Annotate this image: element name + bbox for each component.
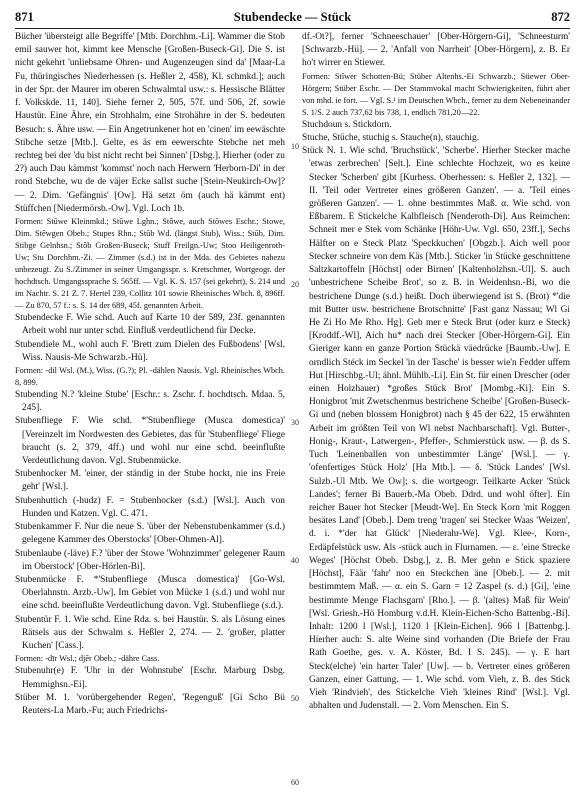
left-column xyxy=(15,31,285,796)
dictionary-entry: Stück N. 1. Wie schd. 'Bruchstück', 'Scherbe'. Hierher Stecker mache 'etwas zerbrechen' [Selt.]. Eine schlechte Hochzeit, wo es keine Stecker 'Scherben' gibt [Kurhess. Oberhessen: s. Heßler 2, 132]. — II. 'Teil oder Vertreter eines größeren Ganzen'. — a. 'Teil eines größeren Ganzen'. — 1. ohne bestimmtes Maß. α. Wie schd. von Eßbarem. E Stickelche Kalbfleisch [Nenderoth-Di]. Aus Reimchen: Schneit mer e Stek vom Schänke [Höhr-Uw. Vgl. 650, 23ff.], Sechs Hälfter on e Steck Platz 'Speckkuchen' [Obgzb.]. Aich well poor Stecker schneire von dem Käs [Mtb.]. Sticker 'in Stücke geschnittene Saltzkartoffeln [Höchst] oder Birnen' [Kaltenholzhsn.-Ul]. S. auch 'unbestrichene Scheibe Brot', so z. B. in Weidenhsn.-Bi, wo die bestrichene Dunge (s.d.) heißt. Doch überwiegend ist S. (Brot) *'die mit Butter usw. bestrichene Brotschnitte' [Fast ganz Nassau; Wl Gi He Zi Ho Me Rho. Hg]. Geb mer e Steck Brut (oder kurz e Steck) [Kroddf.-Wl], Aich hu* nach drei Stecker [Ober-Hörgern-Gi]. Ein Gieriger kann en ganze Portion Stückä väedrücke [Baumb.-Uw]. E orndlich Stéck im Seckel 'in der Tasche' is besser wie'n Fedder uffem Hut [Hirschbg.-Ul; ähnl. Mühlb.-Li]. Ein St. für einen Drescher (oder einen Holzhauer) *großes Stück Brot' [Mombg.-Ki]. Ein S. Honigbrot 'mit Zwetschenmus bestrichene Scheibe' [Großen-Buseck-Gi und (neben blossem Honigbrot) nach § 45 der 622, 15 erwähnten Arbeit im größten Teil von Wl nebst Nachbarschaft]. Vgl. Butter-, Honig-, Kraut-, Latwergen-, Pfeffer-, Schmierstück usw. — β. ds S. Tuch 'Leinenballen von unbestimmter Länge' [Wsl.]. — γ. 'ofenfertiges Stück Holz' [Ha Mtb.]. — δ. 'Stück Landes' [Wsl. Sulzb.-Ul Mtb. We Ow]; s. die wortgeogr. Teilkarte Acker 'Stück Landes'; ferner Bi Bauerb.-Ma Obeb. Ddrd. und wohl öfter]. Ein reicher Bauer hot Stecker [Meudt-We]. En Steck Korn 'mit Roggen besätes Land' [Obeb.]. Dem treng 'tragen' sei Stecker Waas 'Weizen', d. i. *'der hat Glück' [Niederahr-We]. Vgl. Klee-, Korn-, Erdäpfelstück usw. Als -stück auch in Flurnamen. — ε. 'eine Strecke Weges' [Höchst Obeb. Dsbg.], z. B. Mer gehn e Stick spaziere [Höchst], Fäär 'fahr' noo en Steckchen äne [Obeb.]. — 2. mit bestimmtem Maß. — α. ein S. Garn = 12 Zaspel (s. d.) [Gi], 'eine bestimmte Menge Flachsgarn' [Rho.]. — β. '(altes) Maß für Wein' [Wsl. Griesh.-Hö Homburg v.d.H. Klein-Eichen-Scho Battenbg.-Bi]. Inhalt: 1200 l [Wsl.], 1120 l [Klein-Eichen]. 966 l [Battenbg.]. Hierher auch: S. alte Weine sind vorhanden (Die Briefe der Frau Rath Goethe, ges. v. A. Köster, Bd. I S. 245). — γ. E hart Steck(elche) 'ein harter Taler' [Uw]. — b. Vertreter eines größeren Ganzen, einer Gattung. — 1. Wie schd. vom Vieh, z. B. des Stick Vieh 'Rindvieh', des Stickelche Vieh 'kleines Rind' [Wsl.]. Vgl. abhalten und Judenstall. — 2. Vom Menschen. Ein S. xyxy=(302,146,570,712)
dictionary-entry: Formen: -dil Wsl. (M.), Wiss. (G.?); Pl. -dählen Nausis. Vgl. Rheinisches Wbch. 8, 899. xyxy=(15,365,285,387)
dictionary-entry: Bücher 'übersteigt alle Begriffe' [Mtb. Dorchhm.-Li]. Wammer die Stob emil sauwer hot, kimmt kee Mensche [Großen-Buseck-Gi]. Die S. ist nicht gekehrt 'unliebsame Ohren- und Augenzeugen sind da' [Maar-La Fu, thüringisches Niederhessen (s. Heßler 2, 458), Kl. schmkd.]; auch in der Spr. der Maurer im oberen Schwalmtal usw.: s. Hessische Blätter f. Volkskde. 11, 140]. Siehe ferner 2, 505, 57f. und 506, 2f. sowie Haustür. Eine Ähre, ein Strohhalm, eine Strohähre in der S. bedeuten Besuch: s. Ähre usw. — Ein Angetrunkener hot en 'cinen' im eewäschte Stibche setze [Mtb.]. Gelte, es äs em eewerschte Stebche net meh rechteg bei der 'du bist nicht recht bei Sinnen' [Dsbg.]. Hierher (oder zu 2?) auch Dau kämmst 'kommst' noch nach Herwern 'Herborn-Di' in der rond Stebche, wu de de väjer Ecke sallst suche [Stein-Neukirch-Ow]? — 2. Dim. 'Gefängnis' [Ow]. Hä setzt öm (auch hä kämmt ent) Stüffchen [Niedermörsb.-Ow]. Vgl. Loch 1b. xyxy=(15,32,285,214)
line-number: 40 xyxy=(291,556,299,565)
dictionary-entry: Formen: Stūwe Kleinmkd.; Stūwe Lghn.; Stôwe, auch Stōwes Eschr.; Stowe, Dim. Stêwgen Obeb.; Stupes Rhn.; Stūb Wd. (längst Stub), Wiss.; Stūb, Dim. Stibge Gelnhsn.; Stôb Großen-Buseck; Stuff Freilgn.-Uw; Stoo Heiligenroth-Uw; Stu Dorchhm.-Zi. — Zimmer (s.d.) ist in der Mda. des Gebietes nahezu unbezeugt. Zu S./Zimmer in seiner Umgangsspr. s. Kretschmer, Wortgeogr. der hochdtsch. Umgangssprache S. 565ff. — Vgl. K. S. 157 (sei gekehrt), S. 214 und im Nachtr. S. 21 Z. 7. Hertel 239, Collitz 101 sowie Rheinisches Wbch. 8, 896ff. — Zu 870, 57 f.: s. S. 14 der 689, 45f. genannten Arbeit. xyxy=(15,217,285,311)
line-number: 20 xyxy=(291,280,299,289)
page-number-right: 872 xyxy=(551,10,570,24)
page-number-left: 871 xyxy=(15,10,34,24)
dictionary-entry: Stubenlaube (-läve) F.? 'über der Stowe 'Wohnzimmer' gelegener Raum im Oberstock' [Ober-Hörlen-Bi]. xyxy=(15,548,285,572)
dictionary-entry: Stubendecke F. Wie schd. Auch auf Karte 10 der 589, 23f. genannten Arbeit wohl nur unter schd. Einfluß verdeutlichend für Decke. xyxy=(15,313,285,337)
dictionary-entry: Stubenkammer F. Nur die neue S. 'über der Nebenstubenkammer (s.d.) gelegene Kammer des Oberstocks' [Ober-Ohmen-Al]. xyxy=(15,522,285,546)
dictionary-entry: Stubenhuttich (-hudz) F. = Stubenhocker (s.d.) [Wsl.]. Auch von Hunden und Katzen. Vgl. C. 471. xyxy=(15,495,285,519)
dictionary-entry: Formen: -dīr Wsl.; djēr Obeb.; -dähre Cass. xyxy=(15,654,160,664)
dictionary-entry: Stubenmücke F. *'Stubenfliege (Musca domestica)' [Go-Wsl. Oberlahnstn. Arzb.-Uw]. Im Gebiet von Mücke 1 (s.d.) und wohl nur eine schd. beeinflußte Verdeutlichung davon. Vgl. Stubenfliege (s.d.). xyxy=(15,575,285,612)
right-column xyxy=(302,31,570,796)
dictionary-entry: Formen: Stîwer Schotten-Bü; Stüber Altenhs.-Ei Schwarzb.; Stiewer Ober-Hörgern; Stüber Eschr. — Der Stammvokal macht Schwierigkeiten, führt aber von mhd. ie fort. — Vgl. S.¹ im Deutschen Wbch., ferner zu dem Nebeneinander S. 1/S. 2 auch 737,62 bis 738, 1, endlich 781,20—22. xyxy=(302,71,570,117)
dictionary-entry: Stubendiele M., wohl auch F. 'Brett zum Dielen des Fußbodens' [Wsl. Wiss. Nausis-Me Schwarzb.-Hü]. xyxy=(15,339,285,363)
dictionary-entry: Stubending N.? 'kleine Stube' [Eschr.: s. Zschr. f. hochdtsch. Mdaa. 5, 245]. xyxy=(15,389,285,414)
line-number: 30 xyxy=(291,418,299,427)
line-number: 60 xyxy=(291,778,299,787)
dictionary-entry: Stubenhocker M. 'einer, der ständig in der Stube hockt, nie ins Freie geht' [Wsl.]. xyxy=(15,469,285,493)
dictionary-entry: Stuchdoun s. Stickdorn. xyxy=(302,119,392,130)
dictionary-entry: Stubenfliege F. Wie schd. *'Stubenfliege (Musca domestica)' [Vereinzelt im Nordwesten des Gebietes, das für 'Stubenfliege' Fliege braucht (s. 2, 379, 4ff.) und wohl nur eine schd. beeinflußte Verdeutlichung davon. Vgl. Stubenmücke. xyxy=(15,416,285,467)
dictionary-entry: df.-Ot?], ferner 'Schneeschauer' [Ober-Hörgern-Gi], 'Schneesturm' [Schwarzb.-Hü]. — 2. 'Anfall von Narrheit' [Ober-Hörgern], z. B. Er ho't wirrer en Stiewer. xyxy=(302,32,570,69)
header-rule xyxy=(15,28,570,29)
running-title: Stubendecke — Stück xyxy=(233,10,352,24)
line-number: 50 xyxy=(291,694,299,703)
page-header xyxy=(15,10,570,26)
dictionary-entry: Stubentür F. 1. Wie schd. Eine Rda. s. bei Haustür. S. als Lösung eines Rätsels aus der Schwalm s. Heßler 2, 274. — 2. 'großer, platter Kuchen' [Cass.]. xyxy=(15,614,285,652)
dictionary-entry: Stubenuhr(e) F. 'Uhr in der Wohnstube' [Eschr. Marburg Dsbg. Hemmighsn.-Ei]. xyxy=(15,666,285,690)
dictionary-entry: Stuche, Stüche, stuchig s. Stauche(n), stauchig. xyxy=(302,132,480,143)
line-number: 10 xyxy=(291,142,299,151)
dictionary-entry: Stüber M. 1. 'vorübergehender Regen', 'Regenguß' [Gi Scho Bü Reuters-La Marb.-Fu; auch Friedrichs- xyxy=(15,692,285,716)
